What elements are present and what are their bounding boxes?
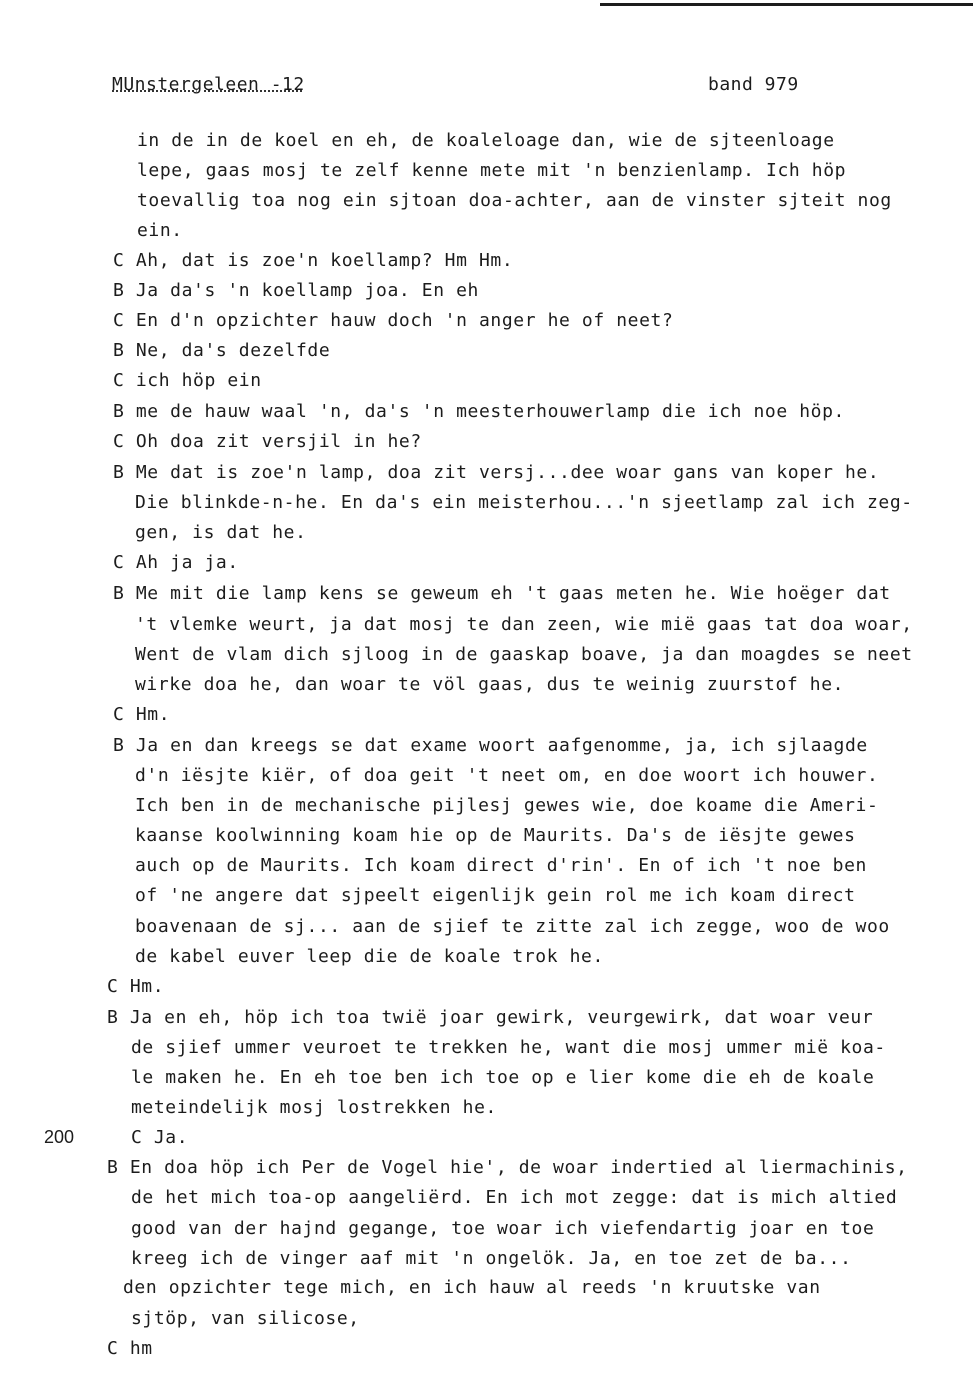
- transcript-line: B Ja en eh, höp ich toa twië joar gewirk, veurgewirk, dat woar veur: [107, 1007, 874, 1028]
- transcript-line: le maken he. En eh toe ben ich toe op e lier kome die eh de koale: [131, 1067, 875, 1088]
- transcript-line: 't vlemke weurt, ja dat mosj te dan zeen, wie mië gaas tat doa woar,: [135, 614, 913, 635]
- line-number: 200: [44, 1127, 75, 1147]
- transcript-line: auch op de Maurits. Ich koam direct d'rin'. En of ich 't noe ben: [135, 855, 867, 876]
- transcript-line: de kabel euver leep die de koale trok he.: [135, 946, 604, 967]
- transcript-line: C hm: [107, 1338, 153, 1359]
- transcript-line: gen, is dat he.: [135, 522, 307, 543]
- transcript-line: de sjief ummer veuroet te trekken he, want die mosj ummer mië koa-: [131, 1037, 886, 1058]
- transcript-line: Die blinkde-n-he. En da's ein meisterhou...'n sjeetlamp zal ich zeg-: [135, 492, 913, 513]
- transcript-line: B Me mit die lamp kens se geweum eh 't gaas meten he. Wie hoëger dat: [113, 583, 891, 604]
- transcript-line: toevallig toa nog ein sjtoan doa-achter, aan de vinster sjteit nog: [137, 190, 892, 211]
- transcript-line: C Oh doa zit versjil in he?: [113, 431, 422, 452]
- transcript-line: meteindelijk mosj lostrekken he.: [131, 1097, 497, 1118]
- transcript-line: d'n iësjte kiër, of doa geit 't neet om, en doe woort ich houwer.: [135, 765, 879, 786]
- transcript-line: C Ah, dat is zoe'n koellamp? Hm Hm.: [113, 250, 514, 271]
- transcript-line: de het mich toa-op aangeliërd. En ich mot zegge: dat is mich altied: [131, 1187, 898, 1208]
- page-header-location: MUnstergeleen -12: [112, 74, 305, 95]
- transcript-line: good van der hajnd gegange, toe woar ich viefendartig joar en toe: [131, 1218, 875, 1239]
- transcript-line: sjtöp, van silicose,: [131, 1308, 360, 1329]
- transcript-line: B Me dat is zoe'n lamp, doa zit versj...dee woar gans van koper he.: [113, 462, 880, 483]
- transcript-line: boavenaan de sj... aan de sjief te zitte zal ich zegge, woo de woo: [135, 916, 890, 937]
- transcript-line: den opzichter tege mich, en ich hauw al reeds 'n kruutske van: [123, 1277, 821, 1298]
- transcript-line: C En d'n opzichter hauw doch 'n anger he of neet?: [113, 310, 674, 331]
- transcript-line: in de in de koel en eh, de koaleloage dan, wie de sjteenloage: [137, 130, 835, 151]
- transcript-line: B Ja da's 'n koellamp joa. En eh: [113, 280, 479, 301]
- transcript-line: B En doa höp ich Per de Vogel hie', de woar indertied al liermachinis,: [107, 1157, 908, 1178]
- transcript-line: of 'ne angere dat sjpeelt eigenlijk gein rol me ich koam direct: [135, 885, 856, 906]
- transcript-line: C ich höp ein: [113, 370, 262, 391]
- transcript-line: C Ja.: [131, 1127, 189, 1148]
- transcript-line: B Ne, da's dezelfde: [113, 340, 331, 361]
- transcript-line: B Ja en dan kreegs se dat exame woort aafgenomme, ja, ich sjlaagde: [113, 735, 868, 756]
- transcript-line: lepe, gaas mosj te zelf kenne mete mit 'n benzienlamp. Ich höp: [137, 160, 847, 181]
- transcript-line: wirke doa he, dan woar te völ gaas, dus te weinig zuurstof he.: [135, 674, 845, 695]
- transcript-line: ein.: [137, 220, 183, 241]
- transcript-line: Went de vlam dich sjloog in de gaaskap boave, ja dan moagdes se neet: [135, 644, 913, 665]
- transcript-line: kaanse koolwinning koam hie op de Maurits. Da's de iësjte gewes: [135, 825, 856, 846]
- transcript-line: Ich ben in de mechanische pijlesj gewes wie, doe koame die Ameri-: [135, 795, 879, 816]
- page-header-tape: band 979: [708, 74, 799, 95]
- transcript-line: C Hm.: [107, 976, 165, 997]
- transcript-line: kreeg ich de vinger aaf mit 'n ongelök. Ja, en toe zet de ba...: [131, 1248, 852, 1269]
- top-rule: [600, 3, 973, 6]
- transcript-line: C Hm.: [113, 704, 171, 725]
- transcript-line: B me de hauw waal 'n, da's 'n meesterhouwerlamp die ich noe höp.: [113, 401, 845, 422]
- transcript-line: C Ah ja ja.: [113, 552, 239, 573]
